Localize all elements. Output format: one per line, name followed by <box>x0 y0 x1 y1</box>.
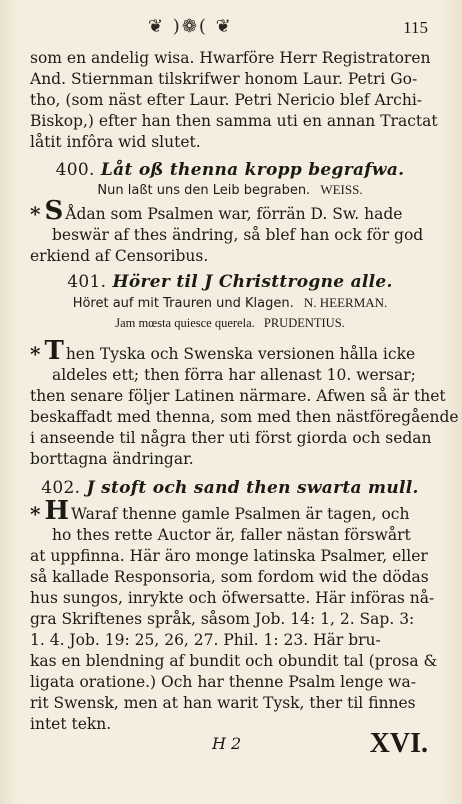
note-line: aldeles ett; then förra har allenast 10. wersar; <box>52 366 416 384</box>
intro-line: And. Stiernman tilskrifwer honom Laur. Petri Go- <box>30 70 418 88</box>
hymn-400-german-source <box>30 182 430 198</box>
intro-line: som en andelig wisa. Hwarföre Herr Registratoren <box>30 49 431 67</box>
note-line: hus sungos, inrykte och öfwersatte. Här införas nå- <box>30 589 435 607</box>
note-line: så kallade Responsoria, som fordom wid the dödas <box>30 568 429 586</box>
note-line: hen Tyska och Swenska versionen hålla icke <box>65 345 416 363</box>
drop-cap: T <box>44 336 64 366</box>
latin-author: PRUDENTIUS. <box>263 316 345 330</box>
note-line: borttagna ändringar. <box>30 450 194 468</box>
latin-title: Jam mœsta quiesce querela. <box>115 316 255 330</box>
hymn-number: 400. <box>55 160 95 180</box>
german-author: N. HEERMAN. <box>303 295 388 310</box>
intro-paragraph <box>30 48 438 153</box>
hymn-402-heading <box>30 478 430 498</box>
signature-mark: H 2 <box>212 734 242 753</box>
page-number: 115 <box>403 18 428 37</box>
note-line: kas en blendning af bundit och obundit tal (prosa & <box>30 652 438 670</box>
note-line: beskaffadt med thenna, som med then nästföregående <box>30 408 459 426</box>
hymn-title: J stoft och sand then swarta mull. <box>86 478 419 498</box>
note-line: i anseende til några ther uti först giorda och sedan <box>30 429 432 447</box>
hymn-title: Hörer til J Christtrogne alle. <box>112 272 393 292</box>
hymn-401-german-source <box>30 295 430 311</box>
hymn-402-note <box>30 496 438 735</box>
header-ornament: ❦ )❁( ❦ <box>148 16 233 37</box>
note-line: Waraf thenne gamle Psalmen är tagen, och <box>71 505 410 523</box>
drop-cap: H <box>44 496 70 526</box>
asterisk-marker: * <box>30 502 41 526</box>
intro-line: tho, (som näst efter Laur. Petri Nericio blef Archi- <box>30 91 423 109</box>
hymn-number: 402. <box>41 478 81 498</box>
hymn-title: Låt oß thenna kropp begrafwa. <box>100 160 405 180</box>
hymn-number: 401. <box>67 272 107 292</box>
note-line: ligata oratione.) Och har thenne Psalm lenge wa- <box>30 673 417 691</box>
drop-cap: S <box>44 196 64 226</box>
asterisk-marker: * <box>30 342 41 366</box>
note-line: intet tekn. <box>30 715 112 733</box>
note-line: erkiend af Censoribus. <box>30 247 209 265</box>
note-line: rit Swensk, men at han warit Tysk, ther til finnes <box>30 694 416 712</box>
hymn-401-heading <box>30 272 430 292</box>
hymn-401-note <box>30 336 459 470</box>
page-footer <box>0 728 462 768</box>
hymn-401-latin-source <box>30 316 430 331</box>
german-title: Höret auf mit Trauren und Klagen. <box>72 296 294 311</box>
page-header <box>0 16 462 38</box>
note-line: at uppfinna. Här äro monge latinska Psalmer, eller <box>30 547 428 565</box>
catchword: XVI. <box>369 728 428 759</box>
intro-line: Biskop,) efter han then samma uti en annan Tractat <box>30 112 438 130</box>
intro-line: låtit infôra wid slutet. <box>30 133 201 151</box>
note-line: 1. 4. Job. 19: 25, 26, 27. Phil. 1: 23. Här bru- <box>30 631 381 649</box>
note-line: Ådan som Psalmen war, förrän D. Sw. hade <box>65 205 403 223</box>
asterisk-marker: * <box>30 202 41 226</box>
note-line: beswär af thes ändring, så blef han ock för god <box>52 226 424 244</box>
hymn-400-heading <box>30 160 430 180</box>
note-line: ho thes rette Auctor är, faller nästan förswårt <box>52 526 411 544</box>
german-title: Nun laßt uns den Leib begraben. <box>97 183 311 198</box>
hymn-400-note <box>30 196 430 267</box>
note-line: then senare följer Latinen närmare. Afwen så är thet <box>30 387 446 405</box>
german-author: WEISS. <box>320 182 363 197</box>
note-line: gra Skriftenes språk, såsom Job. 14: 1, 2. Sap. 3: <box>30 610 415 628</box>
